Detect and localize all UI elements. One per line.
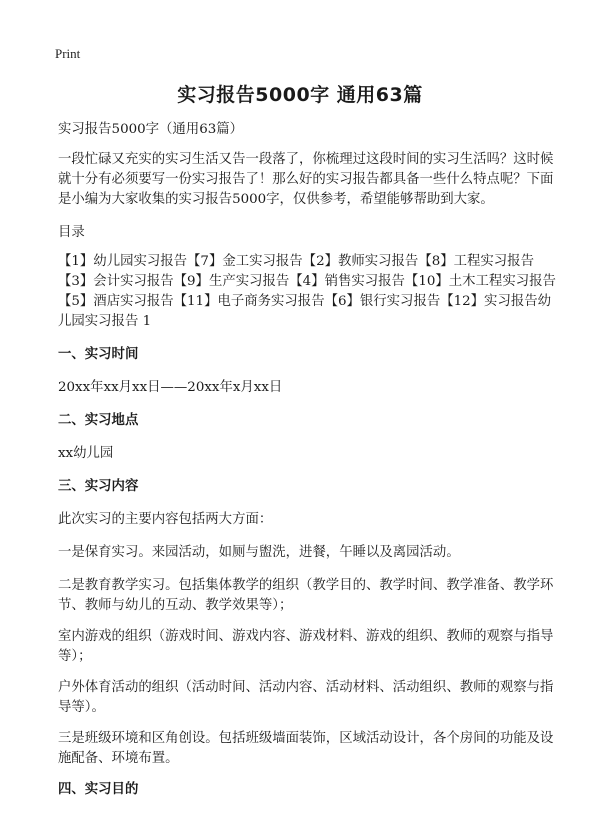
content-item-5: 三是班级环境和区角创设。包括班级墙面装饰，区域活动设计，各个房间的功能及设施配备、环境布置。 (58, 731, 554, 766)
print-link[interactable]: Print (55, 46, 81, 61)
toc-label: 目录 (58, 225, 85, 240)
section-heading-content: 三、实习内容 (58, 479, 139, 494)
place-value: xx幼儿园 (58, 446, 114, 461)
content-item-1: 一是保育实习。来园活动，如厕与盥洗，进餐，午睡以及离园活动。 (58, 545, 460, 560)
subtitle: 实习报告5000字（通用63篇） (58, 122, 244, 137)
section-heading-purpose: 四、实习目的 (58, 782, 139, 797)
content-intro: 此次实习的主要内容包括两大方面： (58, 512, 273, 527)
document-body (58, 120, 556, 813)
section-heading-place: 二、实习地点 (58, 413, 139, 428)
time-value: 20xx年xx月xx日——20xx年x月xx日 (58, 380, 283, 395)
page-title: 实习报告5000字 通用63篇 (177, 84, 423, 106)
content-item-4: 户外体育活动的组织（活动时间、活动内容、活动材料、活动组织、教师的观察与指导等）。 (58, 680, 554, 715)
toc-list[interactable]: 【1】幼儿园实习报告【7】金工实习报告【2】教师实习报告【8】工程实习报告【3】会计实习报告【9】生产实习报告【4】销售实习报告【10】土木工程实习报告【5】酒店实习报告【11】电子商务实习报告【6】银行实习报告【12】实习报告幼儿园实习报告 1 (58, 254, 556, 329)
intro-paragraph: 一段忙碌又充实的实习生活又告一段落了，你梳理过这段时间的实习生活吗？这时候就十分有必须要写一份实习报告了！那么好的实习报告都具备一些什么特点呢？下面是小编为大家收集的实习报告5000字，仅供参考，希望能够帮助到大家。 (58, 152, 554, 207)
content-item-2: 二是教育教学实习。包括集体教学的组织（教学目的、教学时间、教学准备、教学环节、教师与幼儿的互动、教学效果等）； (58, 578, 554, 613)
section-heading-time: 一、实习时间 (58, 347, 139, 362)
content-item-3: 室内游戏的组织（游戏时间、游戏内容、游戏材料、游戏的组织、教师的观察与指导等）； (58, 629, 554, 664)
